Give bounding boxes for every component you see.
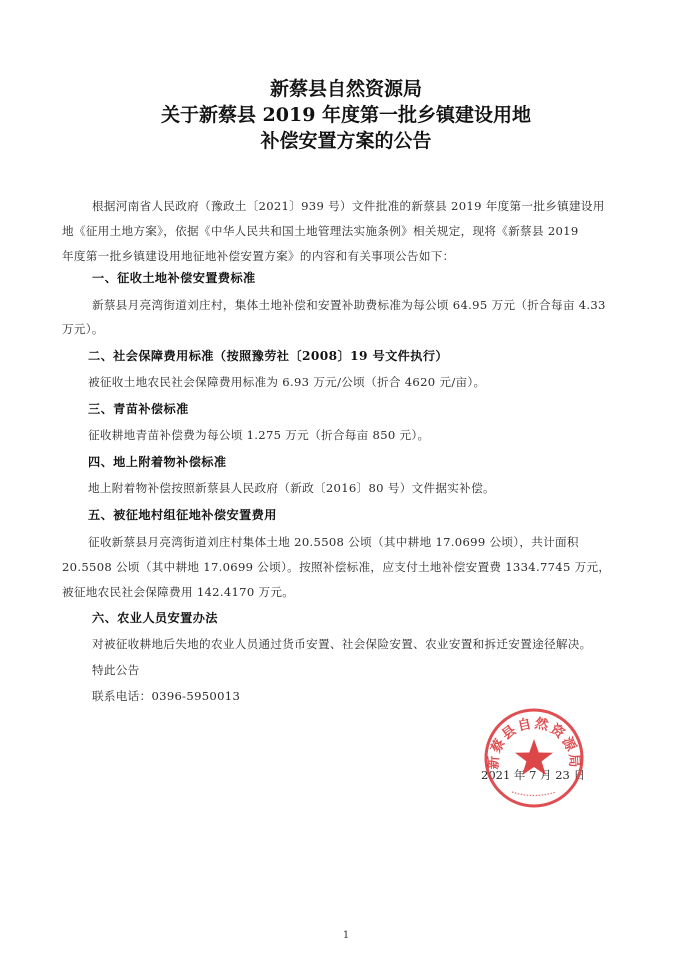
issue-date: 2021 年 7 月 23 日 xyxy=(481,768,585,782)
section-4-heading: 四、地上附着物补偿标准 xyxy=(88,455,227,469)
section-1-line-1: 新蔡县月亮湾街道刘庄村，集体土地补偿和安置补助费标准为每公顷 64.95 万元（折合每亩 4.33 xyxy=(92,298,606,312)
section-1-heading: 一、征收土地补偿安置费标准 xyxy=(92,271,256,285)
official-seal xyxy=(482,706,586,810)
section-5-line-3: 被征地农民社会保障费用 142.4170 万元。 xyxy=(62,585,295,599)
section-6-line-1: 对被征收耕地后失地的农业人员通过货币安置、社会保险安置、农业安置和拆迁安置途径解决。 xyxy=(92,637,592,651)
seal-star-icon xyxy=(515,739,553,775)
intro-line-3: 年度第一批乡镇建设用地征地补偿安置方案》的内容和有关事项公告如下： xyxy=(62,249,455,263)
contact-phone: 联系电话：0396-5950013 xyxy=(92,689,241,703)
section-5-line-2: 20.5508 公顷（其中耕地 17.0699 公顷）。按照补偿标准，应支付土地补偿安置费 1334.7745 万元， xyxy=(62,560,611,574)
page-number: 1 xyxy=(342,930,350,941)
seal-text: 新蔡县自然资源局 xyxy=(485,715,583,770)
section-4-line-1: 地上附着物补偿按照新蔡县人民政府（新政〔2016〕80 号）文件据实补偿。 xyxy=(88,481,495,495)
section-2-line-1: 被征收土地农民社会保障费用标准为 6.93 万元/公顷（折合 4620 元/亩）。 xyxy=(88,375,486,389)
announcement-title-line-2: 关于新蔡县 2019 年度第一批乡镇建设用地 xyxy=(160,104,532,126)
section-5-line-1: 征收新蔡县月亮湾街道刘庄村集体土地 20.5508 公顷（其中耕地 17.0699 公顷），共计面积 xyxy=(88,535,579,549)
section-3-heading: 三、青苗补偿标准 xyxy=(88,402,189,416)
section-5-heading: 五、被征地村组征地补偿安置费用 xyxy=(88,508,277,522)
section-2-heading: 二、社会保障费用标准（按照豫劳社〔2008〕19 号文件执行） xyxy=(88,349,449,363)
intro-line-1: 根据河南省人民政府（豫政土〔2021〕939 号）文件批准的新蔡县 2019 年度第一批乡镇建设用 xyxy=(92,199,605,213)
announcement-title-line-3: 补偿安置方案的公告 xyxy=(260,130,432,152)
section-3-line-1: 征收耕地青苗补偿费为每公顷 1.275 万元（折合每亩 850 元）。 xyxy=(88,428,430,442)
section-6-heading: 六、农业人员安置办法 xyxy=(92,611,218,625)
closing-notice: 特此公告 xyxy=(92,663,140,677)
agency-title: 新蔡县自然资源局 xyxy=(269,78,422,100)
intro-line-2: 地《征用土地方案》，依据《中华人民共和国土地管理法实施条例》相关规定，现将《新蔡县 2019 xyxy=(62,224,579,238)
section-1-line-2: 万元）。 xyxy=(62,322,104,336)
